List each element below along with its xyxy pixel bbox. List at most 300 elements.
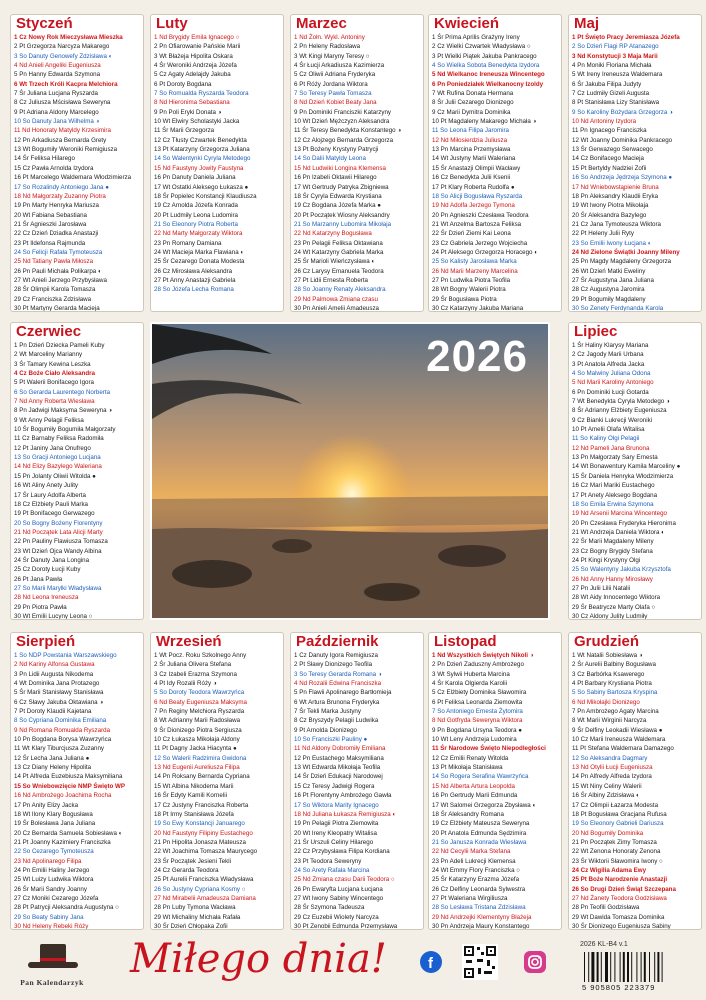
day-number: 6: [432, 80, 436, 88]
day-list: [291, 33, 423, 312]
day-entry: [14, 894, 143, 903]
name-day: Dionizego Eugeniusza Sabiny: [588, 922, 671, 930]
name-day: Cypriana Dominika Emiliana: [28, 717, 107, 725]
day-entry: [294, 744, 423, 753]
weekday: Śr: [440, 230, 447, 238]
day-number: 20: [14, 519, 21, 527]
weekday: So: [302, 801, 311, 809]
day-entry: [572, 416, 701, 425]
day-entry: [572, 670, 701, 679]
day-entry: [14, 173, 143, 182]
day-entry: [572, 248, 701, 257]
name-day: Tekli Marka Justyny: [306, 708, 361, 716]
name-day: Edwarda Mikołaja Teofila: [311, 764, 381, 772]
day-entry: [432, 838, 561, 847]
day-entry: [572, 350, 701, 359]
day-number: 4: [432, 62, 436, 70]
day-entry: [572, 425, 701, 434]
name-day: Flawii Apolinarego Bartłomieja: [308, 689, 392, 697]
day-entry: [154, 229, 283, 238]
day-number: 21: [432, 838, 439, 846]
name-day: Grzegorza Narcyza Makarego: [26, 43, 110, 51]
name-day: Klary Tiburcjusza Zuzanny: [31, 745, 105, 753]
weekday: So: [577, 108, 585, 116]
weekday: Śr: [580, 857, 587, 865]
day-entry: [432, 136, 561, 145]
day-number: 14: [432, 773, 439, 781]
name-day: Alojzego Bernarda Grzegorza: [311, 136, 394, 144]
day-entry: [14, 754, 143, 763]
day-number: 10: [432, 736, 439, 744]
name-day: Bogdana Borysa Wawrzyńca: [31, 736, 112, 744]
weekday: Pt: [162, 810, 169, 818]
weekday: So: [162, 286, 171, 294]
weekday: Cz: [162, 801, 171, 809]
day-number: 29: [14, 913, 21, 921]
day-entry: [294, 763, 423, 772]
name-day: Anety Aleksego Bogdana: [587, 491, 658, 499]
name-day: Początek Lata Alicji Marty: [32, 528, 103, 536]
day-entry: [14, 829, 143, 838]
day-entry: [294, 679, 423, 688]
day-number: 27: [432, 276, 439, 284]
day-list: [569, 341, 701, 620]
weekday: Pt: [162, 146, 169, 154]
name-day: Faustyny Jowity Faustyna: [172, 164, 244, 172]
day-entry: [14, 801, 143, 810]
day-entry: [14, 211, 143, 220]
name-day: Adeli Lukrecji Klemensa: [449, 857, 516, 865]
day-number: 11: [154, 745, 161, 753]
name-day: Aidy Innocentego Wiktora: [589, 594, 661, 602]
day-number: 13: [294, 764, 301, 772]
day-entry: [294, 304, 423, 312]
month-title: Sierpień: [16, 633, 76, 650]
weekday: Śr: [19, 90, 26, 98]
weekday: Nd: [22, 922, 31, 930]
weekday: So: [22, 183, 31, 191]
weekday: Pt: [577, 99, 584, 107]
facebook-icon[interactable]: [420, 951, 442, 973]
weekday: Pt: [22, 174, 29, 182]
day-number: 25: [14, 876, 21, 884]
name-day: Irmy Stanisława Józefa: [170, 810, 234, 818]
day-number: 10: [154, 736, 161, 744]
name-day: Felicji Rafała Tymoteusza: [31, 248, 103, 256]
day-number: 23: [14, 547, 21, 555]
weekday: Pt: [440, 894, 447, 902]
month-title: Kwiecień: [434, 15, 500, 32]
day-number: 16: [294, 792, 301, 800]
day-number: 10: [14, 736, 21, 744]
day-number: 25: [14, 258, 21, 266]
weekday: Pn: [22, 866, 31, 874]
day-entry: [572, 847, 701, 856]
name-day: Macieja Marka Flawiana ◐: [171, 248, 245, 256]
name-day: Ignacego Franciszka: [589, 127, 647, 135]
weekday: Pt: [580, 164, 587, 172]
day-entry: [14, 857, 143, 866]
day-number: 30: [294, 922, 301, 930]
weekday: Cz: [302, 136, 311, 144]
day-number: 24: [432, 248, 439, 256]
day-entry: [572, 913, 701, 922]
day-number: 17: [432, 801, 439, 809]
day-entry: [154, 136, 283, 145]
weekday: Pt: [162, 745, 169, 753]
day-number: 21: [572, 528, 579, 536]
weekday: Cz: [577, 90, 585, 98]
day-entry: [432, 52, 561, 61]
day-number: 20: [14, 211, 21, 219]
day-entry: [432, 192, 561, 201]
weekday: Nd: [19, 398, 28, 406]
name-day: Żanety Teodora Godzisława: [590, 894, 667, 902]
weekday: Cz: [162, 736, 171, 744]
day-number: 5: [432, 71, 436, 79]
day-number: 21: [572, 220, 579, 228]
weekday: Śr: [577, 661, 584, 669]
day-number: 27: [154, 276, 161, 284]
day-number: 5: [14, 379, 18, 387]
day-number: 22: [572, 848, 579, 856]
day-entry: [572, 754, 701, 763]
weekday: Pt: [22, 444, 29, 452]
weekday: Nd: [302, 810, 311, 818]
name-day: Anity Elizy Jacka: [31, 801, 79, 809]
day-entry: [154, 885, 283, 894]
weekday: Pt: [440, 764, 447, 772]
weekday: So: [437, 708, 445, 716]
weekday: Pt: [577, 34, 584, 41]
day-entry: [154, 754, 283, 763]
name-day: Popielec Konstancji Klaudiusza: [170, 192, 257, 200]
name-day: Daniela Henryka Włodzimierza: [588, 472, 674, 480]
weekday: Śr: [440, 295, 447, 303]
weekday: Wt: [162, 782, 171, 790]
day-entry: [294, 267, 423, 276]
day-number: 12: [572, 136, 579, 144]
day-entry: [572, 763, 701, 772]
day-entry: [432, 117, 561, 126]
name-day: Emilii Renaty Witolda: [449, 754, 509, 762]
day-entry: [14, 80, 143, 89]
weekday: Cz: [162, 202, 171, 210]
day-number: 28: [154, 904, 161, 912]
name-day: Ludmiły Gizeli Augusta: [586, 90, 650, 98]
name-day: Andrzeja Daniela Wiktora ◐: [589, 528, 665, 536]
day-number: 30: [154, 922, 161, 930]
name-day: Lesława Tristana Zdzisława: [449, 904, 526, 912]
day-number: 11: [294, 127, 301, 135]
day-entry: [154, 154, 283, 163]
weekday: Cz: [159, 71, 167, 79]
day-number: 30: [572, 612, 579, 620]
weekday: Pt: [22, 838, 29, 846]
day-number: 5: [14, 689, 18, 697]
name-day: Sławy Dionizego Teofila: [306, 661, 373, 669]
name-day: Błażeja Hipolita Oskara: [168, 52, 233, 60]
weekday: So: [22, 848, 31, 856]
name-day: Barnaby Feliksa Radomiła: [31, 435, 104, 443]
day-number: 15: [14, 472, 21, 480]
name-day: Aurelii Franciszka Władysława: [169, 876, 254, 884]
weekday: Cz: [22, 894, 31, 902]
day-number: 7: [432, 90, 436, 98]
day-number: 14: [154, 773, 161, 781]
weekday: Cz: [19, 370, 27, 378]
day-entry: [14, 791, 143, 800]
day-entry: [14, 519, 143, 528]
name-day: Agaty Adelajdy Jakuba: [168, 71, 231, 79]
weekday: Cz: [440, 304, 449, 312]
month-title: Wrzesień: [156, 633, 222, 650]
weekday: Wt: [437, 90, 445, 98]
day-entry: [572, 612, 701, 620]
day-number: 2: [294, 661, 298, 669]
weekday: Nd: [580, 183, 589, 191]
day-number: 6: [432, 698, 436, 706]
name-day: Eustachego Maksymiliana: [311, 754, 384, 762]
weekday: Cz: [440, 885, 449, 893]
weekday: Wt: [440, 220, 449, 228]
name-day: Janusza Konrada Wiesława: [449, 838, 527, 846]
day-entry: [572, 462, 701, 471]
day-entry: [14, 126, 143, 135]
day-entry: [432, 688, 561, 697]
name-day: Kingi Krystyny Olgi: [588, 556, 641, 564]
day-number: 6: [294, 698, 298, 706]
day-entry: [14, 913, 143, 922]
day-number: 22: [294, 230, 301, 238]
day-entry: [572, 285, 701, 294]
day-entry: [14, 285, 143, 294]
day-entry: [572, 838, 701, 847]
name-day: Walentyny Jakuba Krzysztofa: [589, 566, 671, 574]
weekday: Nd: [302, 876, 311, 884]
weekday: Wt: [19, 351, 27, 359]
day-entry: [294, 154, 423, 163]
weekday: Wt: [577, 652, 585, 659]
qr-code: [462, 944, 498, 980]
day-entry: [572, 192, 701, 201]
day-number: 27: [14, 584, 21, 592]
weekday: Nd: [159, 698, 168, 706]
day-number: 29: [432, 295, 439, 303]
weekday: Śr: [19, 360, 26, 368]
name-day: Stefana Waldemara Damazego: [587, 745, 674, 753]
day-number: 24: [154, 248, 161, 256]
day-entry: [14, 885, 143, 894]
weekday: Pn: [22, 267, 31, 275]
name-day: Elżbiety Pauli Marka: [31, 500, 88, 508]
day-number: 6: [572, 388, 576, 396]
day-entry: [14, 922, 143, 930]
weekday: Nd: [299, 99, 308, 107]
weekday: So: [159, 90, 167, 98]
weekday: Śr: [22, 426, 29, 434]
weekday: Śr: [577, 342, 584, 349]
day-entry: [294, 698, 423, 707]
day-number: 27: [294, 894, 301, 902]
day-number: 13: [14, 454, 21, 462]
day-entry: [572, 378, 701, 387]
day-entry: [294, 98, 423, 107]
day-number: 1: [154, 34, 158, 41]
name-day: Juliusza Mścisława Seweryna: [28, 99, 111, 107]
weekday: Nd: [22, 594, 31, 602]
month-panel: [150, 14, 284, 312]
day-entry: [572, 651, 701, 660]
day-entry: [572, 304, 701, 312]
day-entry: [14, 462, 143, 471]
day-number: 10: [432, 118, 439, 126]
day-number: 27: [572, 894, 579, 902]
name-day: Marii Marzeny Marcelina: [450, 267, 518, 275]
day-entry: [14, 500, 143, 509]
day-number: 28: [294, 286, 301, 294]
day-number: 12: [154, 754, 161, 762]
day-number: 29: [294, 295, 301, 303]
name-day: Bogusława Gracjana Rufusa: [588, 810, 667, 818]
day-number: 26: [572, 885, 579, 893]
name-day: Teodora Seweryny: [310, 857, 362, 865]
name-day: Aleksego Grzegorza Horacego ◐: [447, 248, 538, 256]
day-number: 1: [294, 652, 298, 659]
day-entry: [14, 537, 143, 546]
day-number: 5: [432, 689, 436, 697]
day-entry: [572, 444, 701, 453]
day-number: 13: [432, 764, 439, 772]
day-number: 6: [14, 698, 18, 706]
day-list: [11, 651, 143, 930]
weekday: So: [580, 566, 589, 574]
day-number: 28: [294, 904, 301, 912]
weekday: So: [299, 670, 307, 678]
day-entry: [294, 894, 423, 903]
instagram-icon[interactable]: [524, 951, 546, 973]
day-number: 7: [572, 398, 576, 406]
name-day: Leona Ireneusza: [32, 594, 79, 602]
name-day: Bogny Bożeny Florentyny: [31, 519, 103, 527]
name-day: Katarzyny Jakuba Mariana: [449, 304, 524, 312]
name-day: Dalii Matyldy Leona: [311, 155, 366, 163]
name-day: Weroniki Andrzeja Józefa: [167, 62, 237, 70]
weekday: Nd: [162, 164, 171, 172]
name-day: Bogusława Piotra: [448, 295, 497, 303]
day-number: 18: [14, 192, 21, 200]
day-entry: [572, 406, 701, 415]
day-number: 6: [154, 80, 158, 88]
day-entry: [154, 183, 283, 192]
name-day: Malwiny Juliana Odona: [586, 370, 651, 378]
weekday: Nd: [302, 295, 311, 303]
day-entry: [14, 98, 143, 107]
weekday: Pn: [440, 211, 449, 219]
name-day: Romany Damiana: [171, 239, 222, 247]
day-number: 7: [572, 90, 576, 98]
day-number: 13: [14, 146, 21, 154]
day-number: 19: [572, 202, 579, 210]
day-number: 1: [14, 34, 18, 41]
day-entry: [154, 145, 283, 154]
name-day: Wielka Sobota Benedykta Izydora: [446, 62, 540, 70]
name-day: Trzech Króli Kacpra Melchiora: [28, 80, 118, 88]
day-number: 8: [14, 99, 18, 107]
day-entry: [14, 33, 143, 42]
weekday: Wt: [19, 680, 27, 688]
day-number: 18: [14, 810, 21, 818]
weekday: Pn: [299, 108, 307, 116]
weekday: Śr: [577, 407, 584, 415]
day-entry: [14, 388, 143, 397]
day-entry: [572, 716, 701, 725]
weekday: Wt: [22, 612, 31, 620]
weekday: So: [577, 370, 585, 378]
weekday: So: [22, 454, 31, 462]
name-day: Emilii Lucyny Leona ○: [31, 612, 93, 620]
day-entry: [294, 183, 423, 192]
name-day: Piotra Pawła: [31, 603, 67, 611]
day-entry: [14, 369, 143, 378]
day-number: 1: [154, 652, 158, 659]
name-day: Wigilia Adama Ewy: [589, 866, 647, 874]
day-entry: [432, 183, 561, 192]
day-number: 4: [572, 62, 576, 70]
weekday: Pn: [159, 43, 167, 51]
day-entry: [572, 453, 701, 462]
weekday: So: [577, 689, 585, 697]
weekday: Śr: [22, 820, 29, 828]
day-number: 13: [14, 764, 21, 772]
weekday: So: [580, 500, 589, 508]
day-number: 21: [572, 838, 579, 846]
name-day: Bożeny Krystyny Patrycji: [310, 146, 379, 154]
day-entry: [572, 509, 701, 518]
weekday: Śr: [22, 491, 29, 499]
weekday: Pn: [299, 43, 307, 51]
weekday: Nd: [22, 528, 31, 536]
weekday: Wt: [162, 118, 171, 126]
name-day: Teresy Pawła Tomasza: [308, 90, 372, 98]
weekday: Cz: [22, 435, 30, 443]
name-day: Urszuli Celiny Hilarego: [310, 838, 374, 846]
day-number: 8: [294, 717, 298, 725]
name-day: Bryszydy Pelagii Ludwika: [308, 717, 379, 725]
day-number: 2: [14, 43, 18, 51]
name-day: Heleny Rebeki Róży: [32, 922, 89, 930]
day-number: 9: [294, 108, 298, 116]
weekday: Wt: [162, 183, 171, 191]
weekday: Pt: [577, 360, 584, 368]
weekday: Pn: [22, 736, 31, 744]
name-day: Niny Celiny Walerii: [589, 782, 642, 790]
day-entry: [432, 285, 561, 294]
day-entry: [294, 754, 423, 763]
name-day: Dzień Zaduszny Ambrożego: [446, 661, 524, 669]
name-day: Arnolda Józefa Konrada: [171, 202, 238, 210]
weekday: Cz: [580, 612, 589, 620]
name-day: Faustyny Filipiny Eustachego: [172, 829, 253, 837]
day-entry: [572, 89, 701, 98]
name-day: Andrzeja Jędrzeja Szymona ●: [589, 174, 673, 182]
day-entry: [432, 885, 561, 894]
name-day: Rozalii Edwina Franciszka: [308, 680, 382, 688]
day-entry: [154, 772, 283, 781]
weekday: Wt: [577, 71, 585, 79]
day-number: 7: [294, 708, 298, 716]
day-entry: [14, 350, 143, 359]
